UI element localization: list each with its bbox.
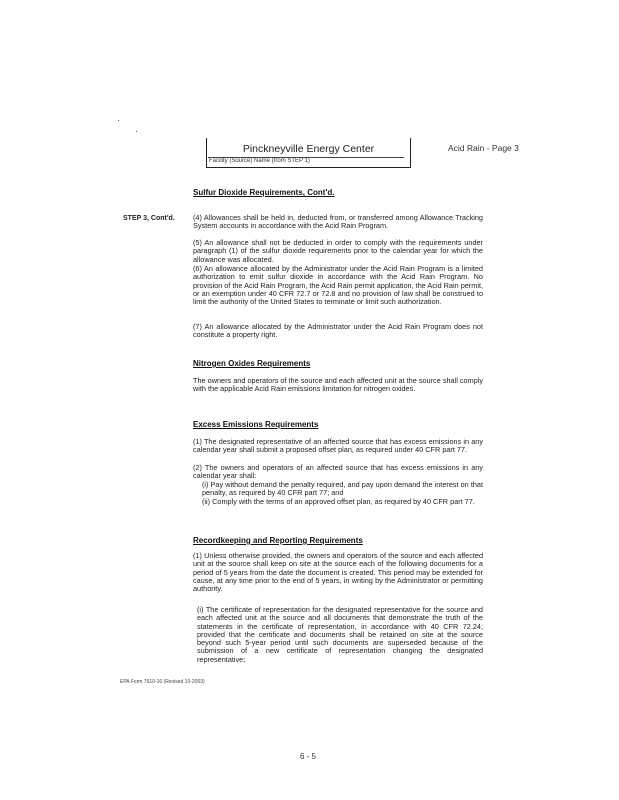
form-number: EPA Form 7610-16 (Revised 10-2003): [120, 679, 205, 685]
facility-name-box: [206, 138, 411, 168]
recordkeeping-heading: Recordkeeping and Reporting Requirements: [193, 536, 363, 545]
recordkeeping-paragraph-1-i: (i) The certificate of representation for the designated representative for the source and each affected unit at the source and all documents that demonstrate the truth of the statements in the certificate of representation, in accordance with 40 CFR 72.24; provided that the certificate and documents shall be retained on site at the source beyond such 5-year period until such documents are superseded because of the submission of a new certificate of representation changing the designated representative;: [197, 605, 483, 664]
facility-caption: Facility (Source) Name (from STEP 1): [209, 158, 310, 164]
page-number: 6 - 5: [300, 752, 317, 761]
page-label: Acid Rain - Page 3: [448, 143, 519, 153]
sulfur-paragraph-5: (5) An allowance shall not be deducted in order to comply with the requirements under paragraph (1) of the sulfur dioxide requirements prior to the calendar year for which the allowance was allocated.: [193, 238, 483, 264]
excess-paragraph-1: (1) The designated representative of an affected source that has excess emissions in any calendar year shall submit a proposed offset plan, as required under 40 CFR part 77.: [193, 437, 483, 455]
recordkeeping-paragraph-1: (1) Unless otherwise provided, the owners and operators of the source and each affected unit at the source shall keep on site at the source each of the following documents for a period of 5 years from the date the document is created. This period may be extended for cause, at any time prior to the end of 5 years, in writing by the Administrator or permitting authority.: [193, 551, 483, 594]
excess-paragraph-2-ii: (ii) Comply with the terms of an approved offset plan, as required by 40 CFR part 77.: [202, 497, 475, 506]
excess-paragraph-2: (2) The owners and operators of an affected source that has excess emissions in any calendar year shall:: [193, 463, 483, 481]
step-label: STEP 3, Cont'd.: [123, 215, 175, 222]
sulfur-paragraph-7: (7) An allowance allocated by the Administrator under the Acid Rain Program does not constitute a property right.: [193, 322, 483, 340]
excess-emissions-heading: Excess Emissions Requirements: [193, 420, 319, 429]
sulfur-dioxide-heading: Sulfur Dioxide Requirements, Cont'd.: [193, 188, 335, 197]
speck-mark: [118, 120, 119, 121]
sulfur-paragraph-6: (6) An allowance allocated by the Administrator under the Acid Rain Program is a limited authorization to emit sulfur dioxide in accordance with the Acid Rain Program. No provision of the Acid Rain Program, the Acid Rain permit application, the Acid Rain permit, or an exemption under 40 CFR 72.7 or 72.8 and no provision of law shall be construed to limit the authority of the United States to terminate or limit such authorization.: [193, 264, 483, 307]
excess-paragraph-2-i: (i) Pay without demand the penalty required, and pay upon demand the interest on that penalty, as required by 40 CFR part 77; and: [202, 480, 483, 498]
speck-mark: [136, 131, 137, 132]
facility-name: Pinckneyville Energy Center: [242, 143, 375, 155]
sulfur-paragraph-4: (4) Allowances shall be held in, deducted from, or transferred among Allowance Tracking System accounts in accordance with the Acid Rain Program.: [193, 213, 483, 231]
nitrogen-paragraph: The owners and operators of the source and each affected unit at the source shall comply with the applicable Acid Rain emissions limitation for nitrogen oxides.: [193, 376, 483, 394]
nitrogen-oxides-heading: Nitrogen Oxides Requirements: [193, 359, 311, 368]
